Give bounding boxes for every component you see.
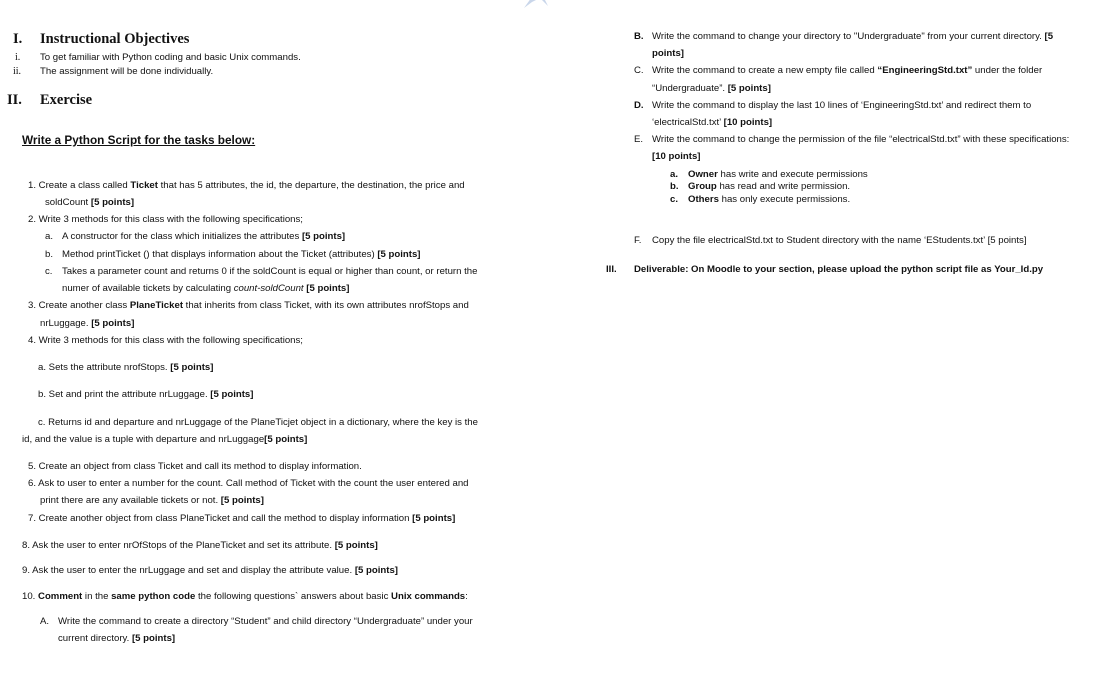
emphasis: Unix commands xyxy=(391,591,466,602)
question-line xyxy=(40,318,134,330)
objective-text: The assignment will be done individually. xyxy=(40,66,214,77)
question-line: Copy the file electricalStd.txt to Student directory with the name ‘EStudents.txt’ [5 points] xyxy=(652,235,1027,246)
question-line: 5. Create an object from class Ticket and call its method to display information. xyxy=(28,461,362,472)
points: [5 points] xyxy=(303,283,350,294)
question-line xyxy=(652,31,1053,43)
permission-line xyxy=(688,194,850,206)
sub-marker: a. xyxy=(45,231,54,242)
text: A constructor for the class which initializes the attributes xyxy=(62,231,302,242)
points: [5 points] xyxy=(727,83,771,94)
question-line xyxy=(22,434,307,446)
question-line: Write the command to change the permission of the file “electricalStd.txt” with these specifications: xyxy=(652,134,1070,145)
text: numer of available tickets by calculating xyxy=(62,283,234,294)
points: [5 points] xyxy=(412,513,456,524)
formula: count-soldCount xyxy=(233,283,304,294)
text: has only execute permissions. xyxy=(718,194,851,205)
section-numeral: II. xyxy=(7,92,22,108)
points: [10 points] xyxy=(652,151,701,162)
sub-marker: a. xyxy=(670,169,679,180)
text: 10. xyxy=(22,591,39,602)
question-line xyxy=(28,300,469,312)
text: Method printTicket () that displays information about the Ticket (attributes) xyxy=(62,249,378,260)
objective-marker: ii. xyxy=(13,66,22,77)
points: [5 points] xyxy=(301,231,346,242)
text: Write the command to create a new empty file called xyxy=(652,65,878,76)
role: Others xyxy=(688,194,719,205)
question-line xyxy=(28,180,465,192)
question-line xyxy=(40,495,264,507)
sub-marker: D. xyxy=(634,100,644,111)
role: Group xyxy=(688,181,717,192)
question-line: 4. Write 3 methods for this class with the following specifications; xyxy=(28,335,303,346)
points: [5 points] xyxy=(264,434,308,445)
points: [5 points] xyxy=(91,318,135,329)
text: b. Set and print the attribute nrLuggage. xyxy=(38,389,211,400)
sub-marker: c. xyxy=(45,266,53,277)
text: the following questions` answers about basic xyxy=(195,591,392,602)
text: ‘electricalStd.txt’ xyxy=(652,117,724,128)
question-line xyxy=(652,65,1042,77)
permission-line xyxy=(688,169,868,181)
points: [5 points] xyxy=(354,565,398,576)
text: a. Sets the attribute nrofStops. xyxy=(38,362,171,373)
points: [5 points] xyxy=(131,633,176,644)
text: has write and execute permissions xyxy=(717,169,868,180)
text: 1. Create a class called xyxy=(28,180,131,191)
permission-line xyxy=(688,181,850,193)
question-line: Write the command to display the last 10 lines of ‘EngineeringStd.txt’ and redirect them to xyxy=(652,100,1032,111)
question-line: Write the command to create a directory “Student” and child directory “Undergraduate” under your xyxy=(58,616,473,627)
text: 3. Create another class xyxy=(28,300,130,311)
text: : xyxy=(465,591,468,602)
question-line xyxy=(652,83,771,95)
question-line xyxy=(22,591,468,603)
points: [5 points] xyxy=(170,362,214,373)
deliverable-text: Deliverable: On Moodle to your section, please upload the python script file as Your_Id.py xyxy=(634,264,1044,275)
sub-marker: A. xyxy=(40,616,50,627)
question-line xyxy=(58,633,175,645)
question-line: Takes a parameter count and returns 0 if the soldCount is equal or higher than count, or return the xyxy=(62,266,478,277)
text: 7. Create another object from class PlaneTicket and call the method to display information xyxy=(28,513,413,524)
text: print there are any available tickets or not. xyxy=(40,495,221,506)
text: under the folder xyxy=(972,65,1043,76)
text: 8. Ask the user to enter nrOfStops of the PlaneTicket and set its attribute. xyxy=(22,540,335,551)
question-line: 6. Ask to user to enter a number for the count. Call method of Ticket with the count the user entered and xyxy=(28,478,469,489)
question-line xyxy=(62,231,345,243)
text: in the xyxy=(82,591,112,602)
sub-marker: E. xyxy=(634,134,644,145)
sub-marker: b. xyxy=(670,181,679,192)
points: points] xyxy=(652,48,684,59)
text: current directory. xyxy=(58,633,132,644)
question-line xyxy=(28,513,455,525)
emphasis: Comment xyxy=(38,591,83,602)
section-title: Exercise xyxy=(40,92,93,108)
text: that inherits from class Ticket, with its own attributes nrofStops and xyxy=(183,300,469,311)
section-title: Instructional Objectives xyxy=(40,31,190,47)
points: [5 points] xyxy=(334,540,378,551)
class-name: PlaneTicket xyxy=(129,300,184,311)
text: nrLuggage. xyxy=(40,318,92,329)
sub-marker: b. xyxy=(45,249,54,260)
class-name: Ticket xyxy=(130,180,158,191)
objective-marker: i. xyxy=(15,52,21,63)
text: id, and the value is a tuple with departure and nrLuggage xyxy=(22,434,265,445)
section-numeral: III. xyxy=(606,264,617,275)
question-line xyxy=(38,389,253,401)
sub-marker: F. xyxy=(634,235,642,246)
points: [5 points] xyxy=(210,389,254,400)
question-line xyxy=(22,565,398,577)
task-heading: Write a Python Script for the tasks below: xyxy=(22,133,256,147)
text: soldCount xyxy=(45,197,91,208)
text: has read and write permission. xyxy=(716,181,851,192)
objective-text: To get familiar with Python coding and basic Unix commands. xyxy=(40,52,301,63)
question-line xyxy=(38,362,213,374)
points: [5 points] xyxy=(377,249,421,260)
sub-marker: C. xyxy=(634,65,644,76)
question-line xyxy=(652,117,772,129)
question-line: c. Returns id and departure and nrLuggage of the PlaneTicjet object in a dictionary, where the key is the xyxy=(38,417,478,428)
file-name: “EngineeringStd.txt” xyxy=(877,65,973,76)
points: [5 points] xyxy=(220,495,264,506)
text: Write the command to change your directory to "Undergraduate" from your current directory. xyxy=(652,31,1045,42)
question-line: 2. Write 3 methods for this class with the following specifications; xyxy=(28,214,303,225)
question-line xyxy=(45,197,134,209)
question-line xyxy=(62,283,349,295)
text: “Undergraduate”. xyxy=(652,83,728,94)
role: Owner xyxy=(688,169,718,180)
question-line xyxy=(62,249,420,261)
question-line xyxy=(22,540,378,552)
points: [5 xyxy=(1044,31,1054,42)
sub-marker: B. xyxy=(634,31,644,42)
sub-marker: c. xyxy=(670,194,679,205)
text: 9. Ask the user to enter the nrLuggage and set and display the attribute value. xyxy=(22,565,355,576)
points: [5 points] xyxy=(90,197,135,208)
decorative-shape xyxy=(522,0,552,10)
points: [10 points] xyxy=(723,117,773,128)
text: that has 5 attributes, the id, the departure, the destination, the price and xyxy=(157,180,465,191)
section-numeral: I. xyxy=(13,31,23,47)
emphasis: same python code xyxy=(111,591,196,602)
